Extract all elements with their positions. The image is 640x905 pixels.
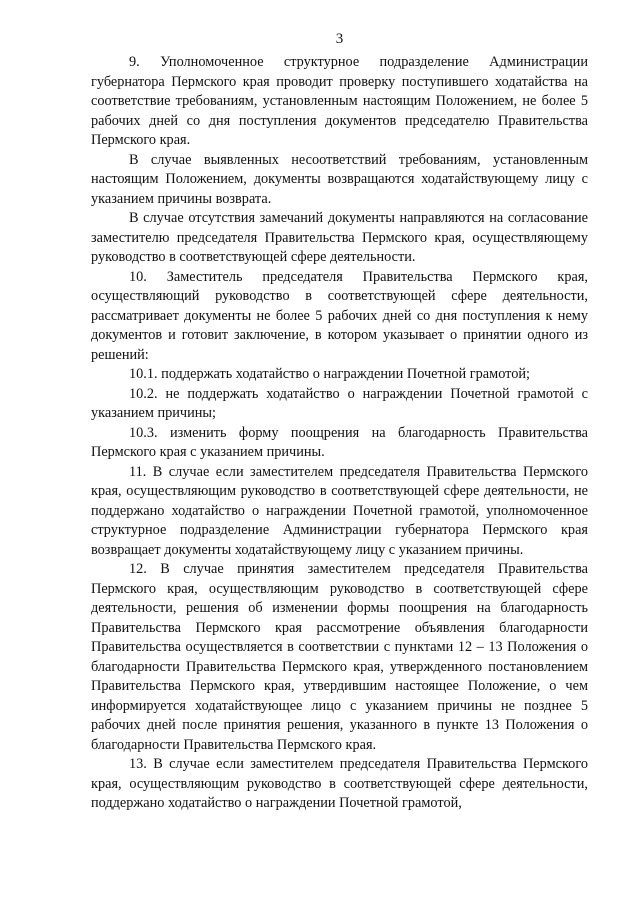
paragraph-12: 12. В случае принятия заместителем председателя Правительства Пермского края, осуществляющим руководство в соответствующей сфере деятельности, решения об изменении формы поощрения на благодарность Правительства Пермского края рассмотрение объявления благодарности Правительства осуществляется в соответствии с пунктами 12 – 13 Положения о благодарности Правительства Пермского края, утвержденного постановлением Правительства Пермского края, утвердившим настоящее Положение, о чем информируется ходатайствующее лицо с указанием причины не позднее 5 рабочих дней после принятия решения, указанного в пункте 13 Положения о благодарности Правительства Пермского края. — [91, 561, 588, 753]
paragraph-11: 11. В случае если заместителем председателя Правительства Пермского края, осуществляющим руководство в соответствующей сфере деятельности, не поддержано ходатайство о награждении Почетной грамотой, уполномоченное структурное подразделение Администрации губернатора Пермского края возвращает документы ходатайствующему лицу с указанием причины. — [91, 463, 588, 558]
paragraph-9-no-remarks: В случае отсутствия замечаний документы направляются на согласование заместителю председателя Правительства Пермского края, осуществляющему руководство в соответствующей сфере деятельности. — [91, 210, 588, 265]
paragraph-13: 13. В случае если заместителем председателя Правительства Пермского края, осуществляющим руководство в соответствующей сфере деятельности, поддержано ходатайство о награждении Почетной грамотой, — [91, 756, 588, 811]
paragraph-10-1: 10.1. поддержать ходатайство о награждении Почетной грамотой; — [129, 366, 530, 382]
paragraph-10-3: 10.3. изменить форму поощрения на благодарность Правительства Пермского края с указанием причины. — [91, 424, 588, 460]
page-number: 3 — [335, 31, 344, 47]
paragraph-10: 10. Заместитель председателя Правительства Пермского края, осуществляющий руководство в соответствующей сфере деятельности, рассматривает документы не более 5 рабочих дней со дня поступления к нему документов и готовит заключение, в котором указывает о принятии одного из решений: — [91, 268, 588, 363]
paragraph-9-nonconformity: В случае выявленных несоответствий требованиям, установленным настоящим Положением, документы возвращаются ходатайствующему лицу с указанием причины возврата. — [91, 151, 588, 207]
paragraph-9: 9. Уполномоченное структурное подразделение Администрации губернатора Пермского края проводит проверку поступившего ходатайства на соответствие требованиям, установленным настоящим Положением, не более 5 рабочих дней со дня поступления документов председателю Правительства Пермского края. — [91, 54, 588, 148]
paragraph-10-2: 10.2. не поддержать ходатайство о награждении Почетной грамотой с указанием причины; — [91, 385, 588, 421]
